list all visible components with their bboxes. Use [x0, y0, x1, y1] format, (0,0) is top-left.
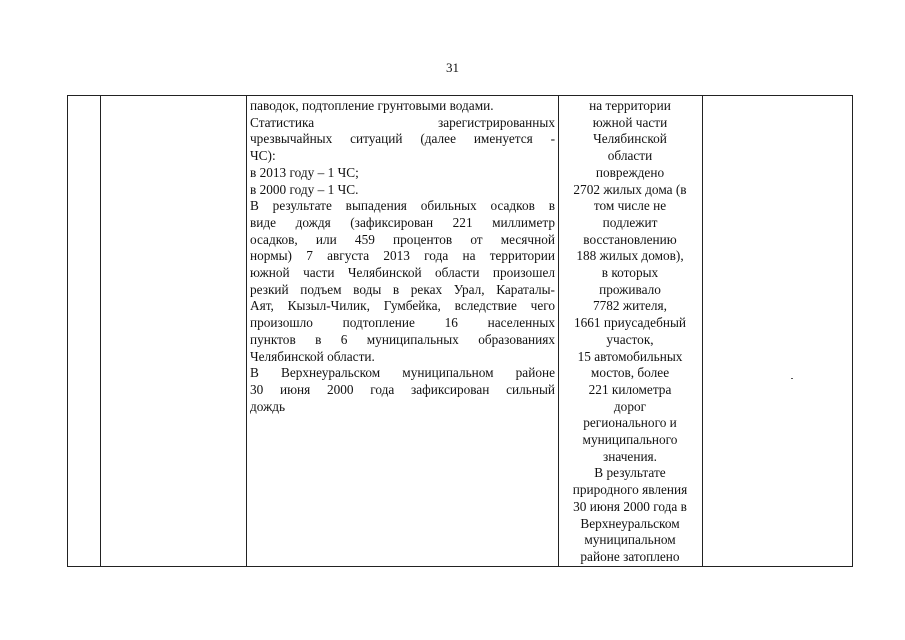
description-line: чрезвычайных ситуаций (далее именуется - [250, 131, 555, 147]
description-line: виде дождя (зафиксирован 221 миллиметр [250, 214, 555, 230]
description-line: пунктов в 6 муниципальных образованиях [250, 331, 555, 347]
description-line: Аят, Кызыл-Чилик, Гумбейка, вследствие чего [250, 298, 555, 314]
consequences-line: 188 жилых домов), [576, 248, 684, 264]
consequences-line: проживало [599, 281, 661, 297]
consequences-line: природного явления [572, 482, 688, 498]
consequences-line: мостов, более [590, 365, 670, 381]
description-line: 30 июня 2000 года зафиксирован сильный [250, 381, 555, 397]
column-divider-1 [100, 96, 101, 566]
description-line: осадков, или 459 процентов от месячной [250, 231, 555, 247]
consequences-line: восстановлению [583, 231, 677, 247]
consequences-line: значения. [603, 448, 657, 464]
description-line: В Верхнеуральском муниципальном районе [250, 365, 555, 381]
consequences-line: южной части [592, 114, 668, 130]
consequences-line: районе затоплено [580, 548, 680, 564]
scan-speck [791, 378, 793, 379]
consequences-line: муниципального [582, 432, 678, 448]
description-line: резкий подъем воды в реках Урал, Караталы- [250, 281, 555, 297]
description-line: в 2013 году – 1 ЧС; [250, 164, 359, 180]
consequences-line: в которых [601, 265, 659, 281]
page-number: 31 [446, 60, 459, 75]
description-line: паводок, подтопление грунтовыми водами. [250, 98, 494, 113]
consequences-line: том числе не [593, 198, 667, 214]
consequences-line: 2702 жилых дома (в [573, 181, 687, 197]
description-line: Статистика зарегистрированных [250, 114, 555, 130]
consequences-line: подлежит [602, 214, 658, 230]
consequences-line: 15 автомобильных [577, 348, 683, 364]
consequences-line: В результате [594, 465, 666, 481]
description-line: нормы) 7 августа 2013 года на территории [250, 248, 555, 264]
consequences-line: Челябинской [593, 131, 667, 147]
consequences-line: повреждено [595, 164, 665, 180]
column-divider-4 [702, 96, 703, 566]
description-line: ЧС): [250, 148, 276, 164]
consequences-line: дорог [613, 398, 647, 414]
consequences-line: 221 километра [588, 381, 672, 397]
document-table [67, 95, 853, 567]
consequences-line: муниципальном [584, 532, 676, 548]
consequences-line: 30 июня 2000 года в [573, 498, 687, 514]
consequences-line: на территории [589, 98, 671, 113]
description-line: произошло подтопление 16 населенных [250, 315, 555, 331]
consequences-cell [560, 98, 700, 566]
consequences-line: 1661 приусадебный [573, 315, 686, 331]
description-line: в 2000 году – 1 ЧС. [250, 181, 359, 197]
consequences-line: 7782 жителя, [592, 298, 667, 314]
description-line: южной части Челябинской области произошел [250, 265, 555, 281]
consequences-line: области [607, 148, 653, 164]
description-line: В результате выпадения обильных осадков в [250, 198, 555, 214]
description-line: Челябинской области. [250, 348, 375, 364]
column-divider-3 [558, 96, 559, 566]
description-cell [250, 98, 555, 415]
consequences-line: участок, [606, 331, 654, 347]
consequences-line: регионального и [583, 415, 677, 431]
description-line: дождь [250, 398, 286, 414]
column-divider-2 [246, 96, 247, 566]
consequences-line: Верхнеуральском [580, 515, 680, 531]
